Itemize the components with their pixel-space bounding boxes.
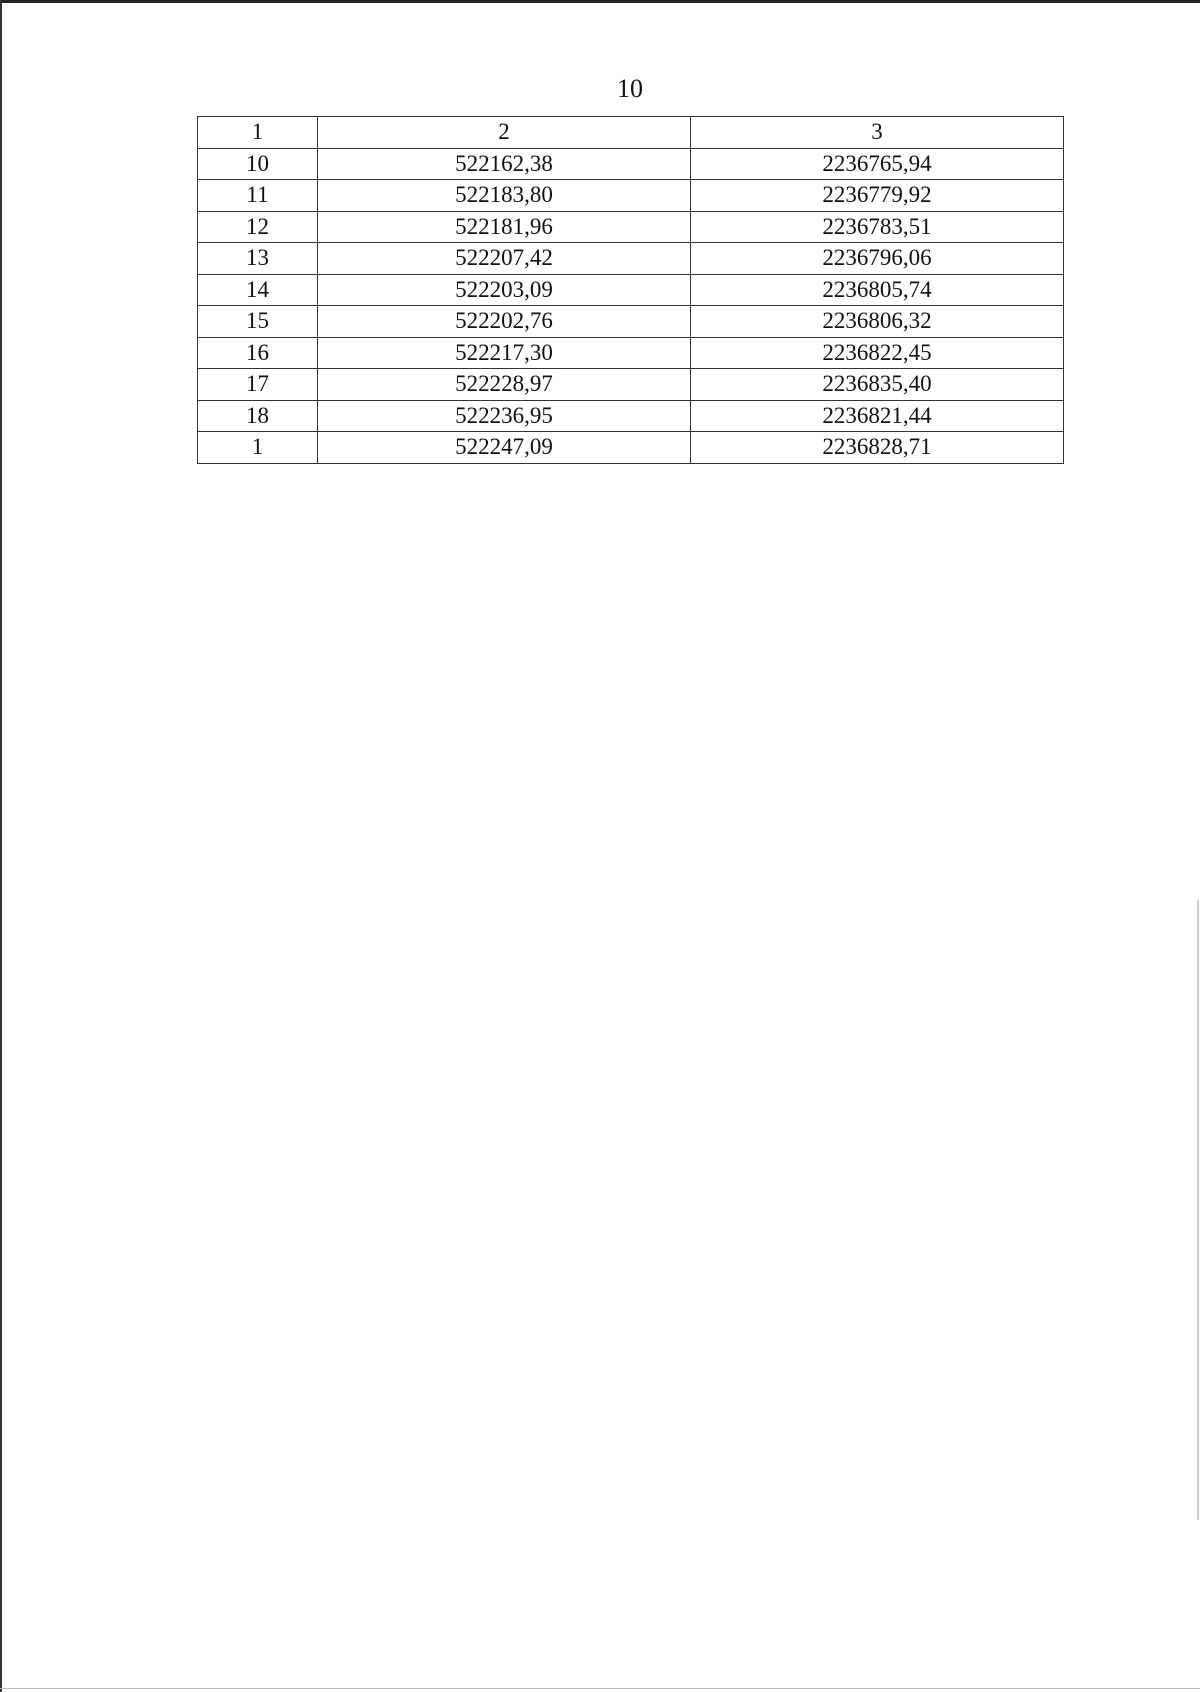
header-cell: 1	[198, 117, 318, 149]
point-number-cell: 1	[198, 432, 318, 464]
x-coordinate-cell: 522247,09	[318, 432, 691, 464]
x-coordinate-cell: 522217,30	[318, 337, 691, 369]
x-coordinate-cell: 522183,80	[318, 180, 691, 212]
y-coordinate-cell: 2236765,94	[691, 148, 1064, 180]
scan-edge-top	[0, 0, 1200, 3]
table-row	[198, 369, 1064, 401]
table-row	[198, 337, 1064, 369]
y-coordinate-cell: 2236805,74	[691, 274, 1064, 306]
y-coordinate-cell: 2236835,40	[691, 369, 1064, 401]
table-row	[198, 306, 1064, 338]
x-coordinate-cell: 522181,96	[318, 211, 691, 243]
scan-edge-left	[0, 0, 2, 1692]
header-cell: 2	[318, 117, 691, 149]
table-row	[198, 211, 1064, 243]
point-number-cell: 10	[198, 148, 318, 180]
y-coordinate-cell: 2236822,45	[691, 337, 1064, 369]
point-number-cell: 13	[198, 243, 318, 275]
x-coordinate-cell: 522228,97	[318, 369, 691, 401]
x-coordinate-cell: 522162,38	[318, 148, 691, 180]
y-coordinate-cell: 2236796,06	[691, 243, 1064, 275]
table-row	[198, 432, 1064, 464]
y-coordinate-cell: 2236821,44	[691, 400, 1064, 432]
header-cell: 3	[691, 117, 1064, 149]
point-number-cell: 18	[198, 400, 318, 432]
x-coordinate-cell: 522207,42	[318, 243, 691, 275]
y-coordinate-cell: 2236806,32	[691, 306, 1064, 338]
coordinates-table	[197, 116, 1064, 464]
point-number-cell: 16	[198, 337, 318, 369]
point-number-cell: 11	[198, 180, 318, 212]
x-coordinate-cell: 522236,95	[318, 400, 691, 432]
table-row	[198, 400, 1064, 432]
page-number: 10	[617, 74, 643, 103]
x-coordinate-cell: 522202,76	[318, 306, 691, 338]
scan-edge-right	[1197, 900, 1199, 1520]
table-row	[198, 148, 1064, 180]
y-coordinate-cell: 2236783,51	[691, 211, 1064, 243]
point-number-cell: 15	[198, 306, 318, 338]
table-row	[198, 274, 1064, 306]
y-coordinate-cell: 2236779,92	[691, 180, 1064, 212]
table-row	[198, 180, 1064, 212]
x-coordinate-cell: 522203,09	[318, 274, 691, 306]
point-number-cell: 12	[198, 211, 318, 243]
point-number-cell: 14	[198, 274, 318, 306]
table-row	[198, 243, 1064, 275]
point-number-cell: 17	[198, 369, 318, 401]
scan-edge-bottom	[0, 1688, 1200, 1689]
table-header-row	[198, 117, 1064, 149]
y-coordinate-cell: 2236828,71	[691, 432, 1064, 464]
